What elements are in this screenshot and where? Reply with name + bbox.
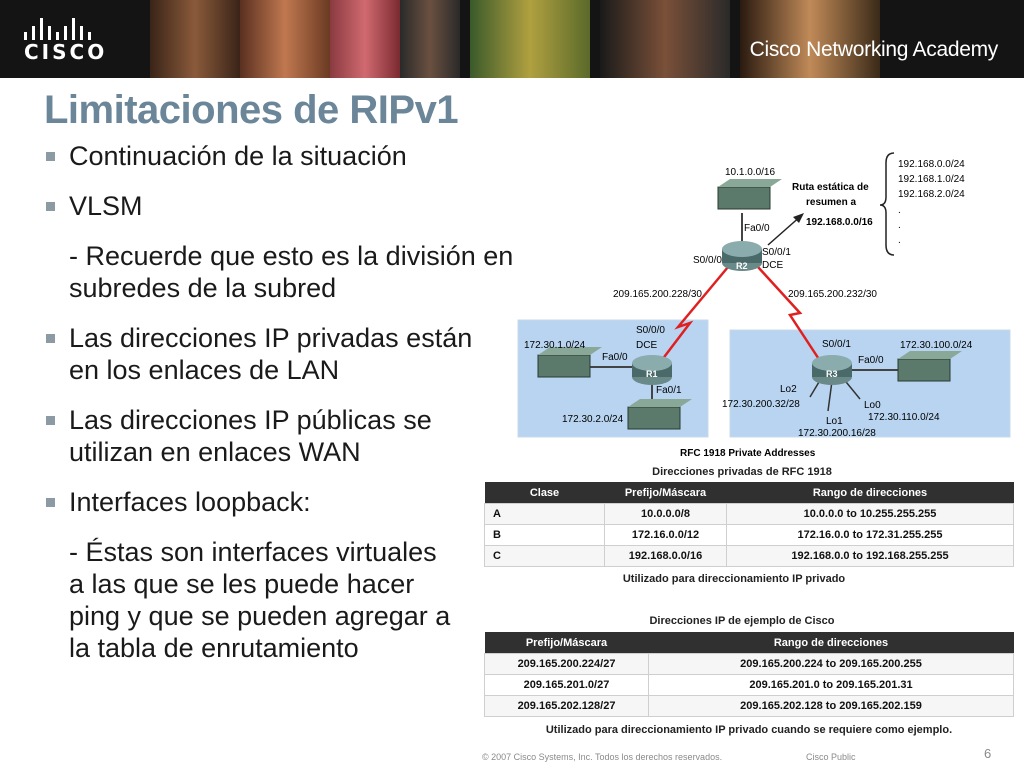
table-cell: 172.16.0.0/12 bbox=[605, 525, 727, 546]
slide-title: Limitaciones de RIPv1 bbox=[44, 88, 459, 132]
label-lo0-net: 172.30.110.0/24 bbox=[868, 412, 940, 423]
bullet-item: Las direcciones IP privadas están en los enlaces de LAN bbox=[44, 322, 509, 386]
label-lo2: Lo2 bbox=[780, 384, 797, 395]
table-row bbox=[485, 546, 1014, 567]
table-cell: 209.165.202.128 to 209.165.202.159 bbox=[649, 696, 1014, 717]
sub-bullet-item: - Éstas son interfaces virtuales a las que se les puede hacer ping y que se pueden agregar a la tabla de enrutamiento bbox=[69, 537, 451, 663]
label-wan-right: 209.165.200.232/30 bbox=[788, 289, 877, 300]
label-r1-fa1: Fa0/1 bbox=[656, 385, 682, 396]
sub-bullet-item: - Recuerde que esto es la división en subredes de la subred bbox=[69, 241, 514, 303]
table-cell: 209.165.200.224/27 bbox=[485, 654, 649, 675]
bullet-item: VLSM bbox=[44, 190, 554, 222]
table1-note: Utilizado para direccionamiento IP privado bbox=[622, 573, 846, 585]
label-lo1: Lo1 bbox=[826, 416, 843, 427]
label-summary-1: Ruta estática de bbox=[792, 182, 869, 193]
table-header-row bbox=[485, 482, 1014, 504]
switch-top bbox=[718, 179, 782, 209]
table-cell: 192.168.0.0 to 192.168.255.255 bbox=[727, 546, 1014, 567]
label-r3-fa0: Fa0/0 bbox=[858, 355, 884, 366]
label-r3-s01: S0/0/1 bbox=[822, 339, 851, 350]
table-cell: 209.165.200.224 to 209.165.200.255 bbox=[649, 654, 1014, 675]
label-r2-dce: DCE bbox=[762, 260, 784, 271]
column-header: Clase bbox=[485, 482, 605, 504]
label-r1-dce: DCE bbox=[636, 340, 658, 351]
table-cell: 10.0.0.0/8 bbox=[605, 504, 727, 525]
academy-name: Cisco Networking Academy bbox=[749, 38, 998, 61]
label-r3: R3 bbox=[826, 369, 838, 379]
label-lo2-net: 172.30.200.32/28 bbox=[722, 399, 800, 410]
label-summary-2: resumen a bbox=[806, 197, 857, 208]
diagram-caption: RFC 1918 Private Addresses bbox=[680, 448, 816, 459]
banner-photo-1 bbox=[150, 0, 240, 78]
table-cell: 209.165.201.0/27 bbox=[485, 675, 649, 696]
table-cell: 10.0.0.0 to 10.255.255.255 bbox=[727, 504, 1014, 525]
banner-photo-5 bbox=[470, 0, 590, 78]
table-row bbox=[485, 525, 1014, 546]
label-lan1: 172.30.1.0/24 bbox=[524, 340, 586, 351]
page-number: 6 bbox=[984, 746, 992, 761]
cisco-logo-bars bbox=[24, 14, 104, 40]
route-entry: . bbox=[898, 205, 901, 216]
table-cell: 172.16.0.0 to 172.31.255.255 bbox=[727, 525, 1014, 546]
column-header: Rango de direcciones bbox=[727, 482, 1014, 504]
table2-note: Utilizado para direccionamiento IP privado cuando se requiere como ejemplo. bbox=[545, 724, 953, 736]
table-header-row bbox=[485, 632, 1014, 654]
table-row bbox=[485, 504, 1014, 525]
table-cell: 192.168.0.0/16 bbox=[605, 546, 727, 567]
column-header: Prefijo/Máscara bbox=[605, 482, 727, 504]
label-top-net: 10.1.0.0/16 bbox=[725, 167, 776, 178]
label-r2-fa: Fa0/0 bbox=[744, 223, 770, 234]
table-cell: C bbox=[485, 546, 605, 567]
classification: Cisco Public bbox=[806, 752, 856, 762]
route-entry: 192.168.0.0/24 bbox=[898, 159, 965, 170]
label-lo0: Lo0 bbox=[864, 400, 881, 411]
banner-photo-4 bbox=[400, 0, 460, 78]
label-summary-3: 192.168.0.0/16 bbox=[806, 217, 873, 228]
table-row bbox=[485, 675, 1014, 696]
table-cell: A bbox=[485, 504, 605, 525]
table-row bbox=[485, 696, 1014, 717]
label-r2-s00: S0/0/0 bbox=[693, 255, 722, 266]
label-r2-s01: S0/0/1 bbox=[762, 247, 791, 258]
route-entry: . bbox=[898, 235, 901, 246]
table-cell: B bbox=[485, 525, 605, 546]
banner-photo-6 bbox=[600, 0, 730, 78]
network-diagram bbox=[510, 145, 1020, 465]
copyright: © 2007 Cisco Systems, Inc. Todos los derechos reservados. bbox=[482, 752, 723, 762]
banner-photo-2 bbox=[240, 0, 330, 78]
bullet-item: Continuación de la situación bbox=[44, 140, 554, 172]
label-r2: R2 bbox=[736, 261, 748, 271]
rfc1918-table bbox=[484, 482, 1014, 567]
table2-title: Direcciones IP de ejemplo de Cisco bbox=[649, 615, 835, 627]
label-lan3: 172.30.100.0/24 bbox=[900, 340, 973, 351]
route-entry: . bbox=[898, 220, 901, 231]
header-banner bbox=[0, 0, 1024, 78]
label-r1-s00: S0/0/0 bbox=[636, 325, 665, 336]
column-header: Prefijo/Máscara bbox=[485, 632, 649, 654]
label-r1-fa0: Fa0/0 bbox=[602, 352, 628, 363]
bullet-item: Interfaces loopback: bbox=[44, 486, 554, 518]
bullet-list bbox=[44, 140, 554, 682]
bullet-item: Las direcciones IP públicas se utilizan en enlaces WAN bbox=[44, 404, 509, 468]
cisco-logo bbox=[18, 14, 113, 64]
route-entry: 192.168.2.0/24 bbox=[898, 189, 965, 200]
banner-photo-3 bbox=[330, 0, 400, 78]
table-cell: 209.165.202.128/27 bbox=[485, 696, 649, 717]
cisco-logo-text: CISCO bbox=[24, 40, 108, 64]
label-lan2: 172.30.2.0/24 bbox=[562, 414, 624, 425]
route-entry: 192.168.1.0/24 bbox=[898, 174, 965, 185]
table-cell: 209.165.201.0 to 209.165.201.31 bbox=[649, 675, 1014, 696]
cisco-example-table bbox=[484, 632, 1014, 717]
label-r1: R1 bbox=[646, 369, 658, 379]
table-row bbox=[485, 654, 1014, 675]
routes-brace bbox=[880, 153, 894, 255]
column-header: Rango de direcciones bbox=[649, 632, 1014, 654]
label-wan-left: 209.165.200.228/30 bbox=[613, 289, 702, 300]
label-lo1-net: 172.30.200.16/28 bbox=[798, 428, 876, 439]
table1-title: Direcciones privadas de RFC 1918 bbox=[652, 466, 832, 478]
